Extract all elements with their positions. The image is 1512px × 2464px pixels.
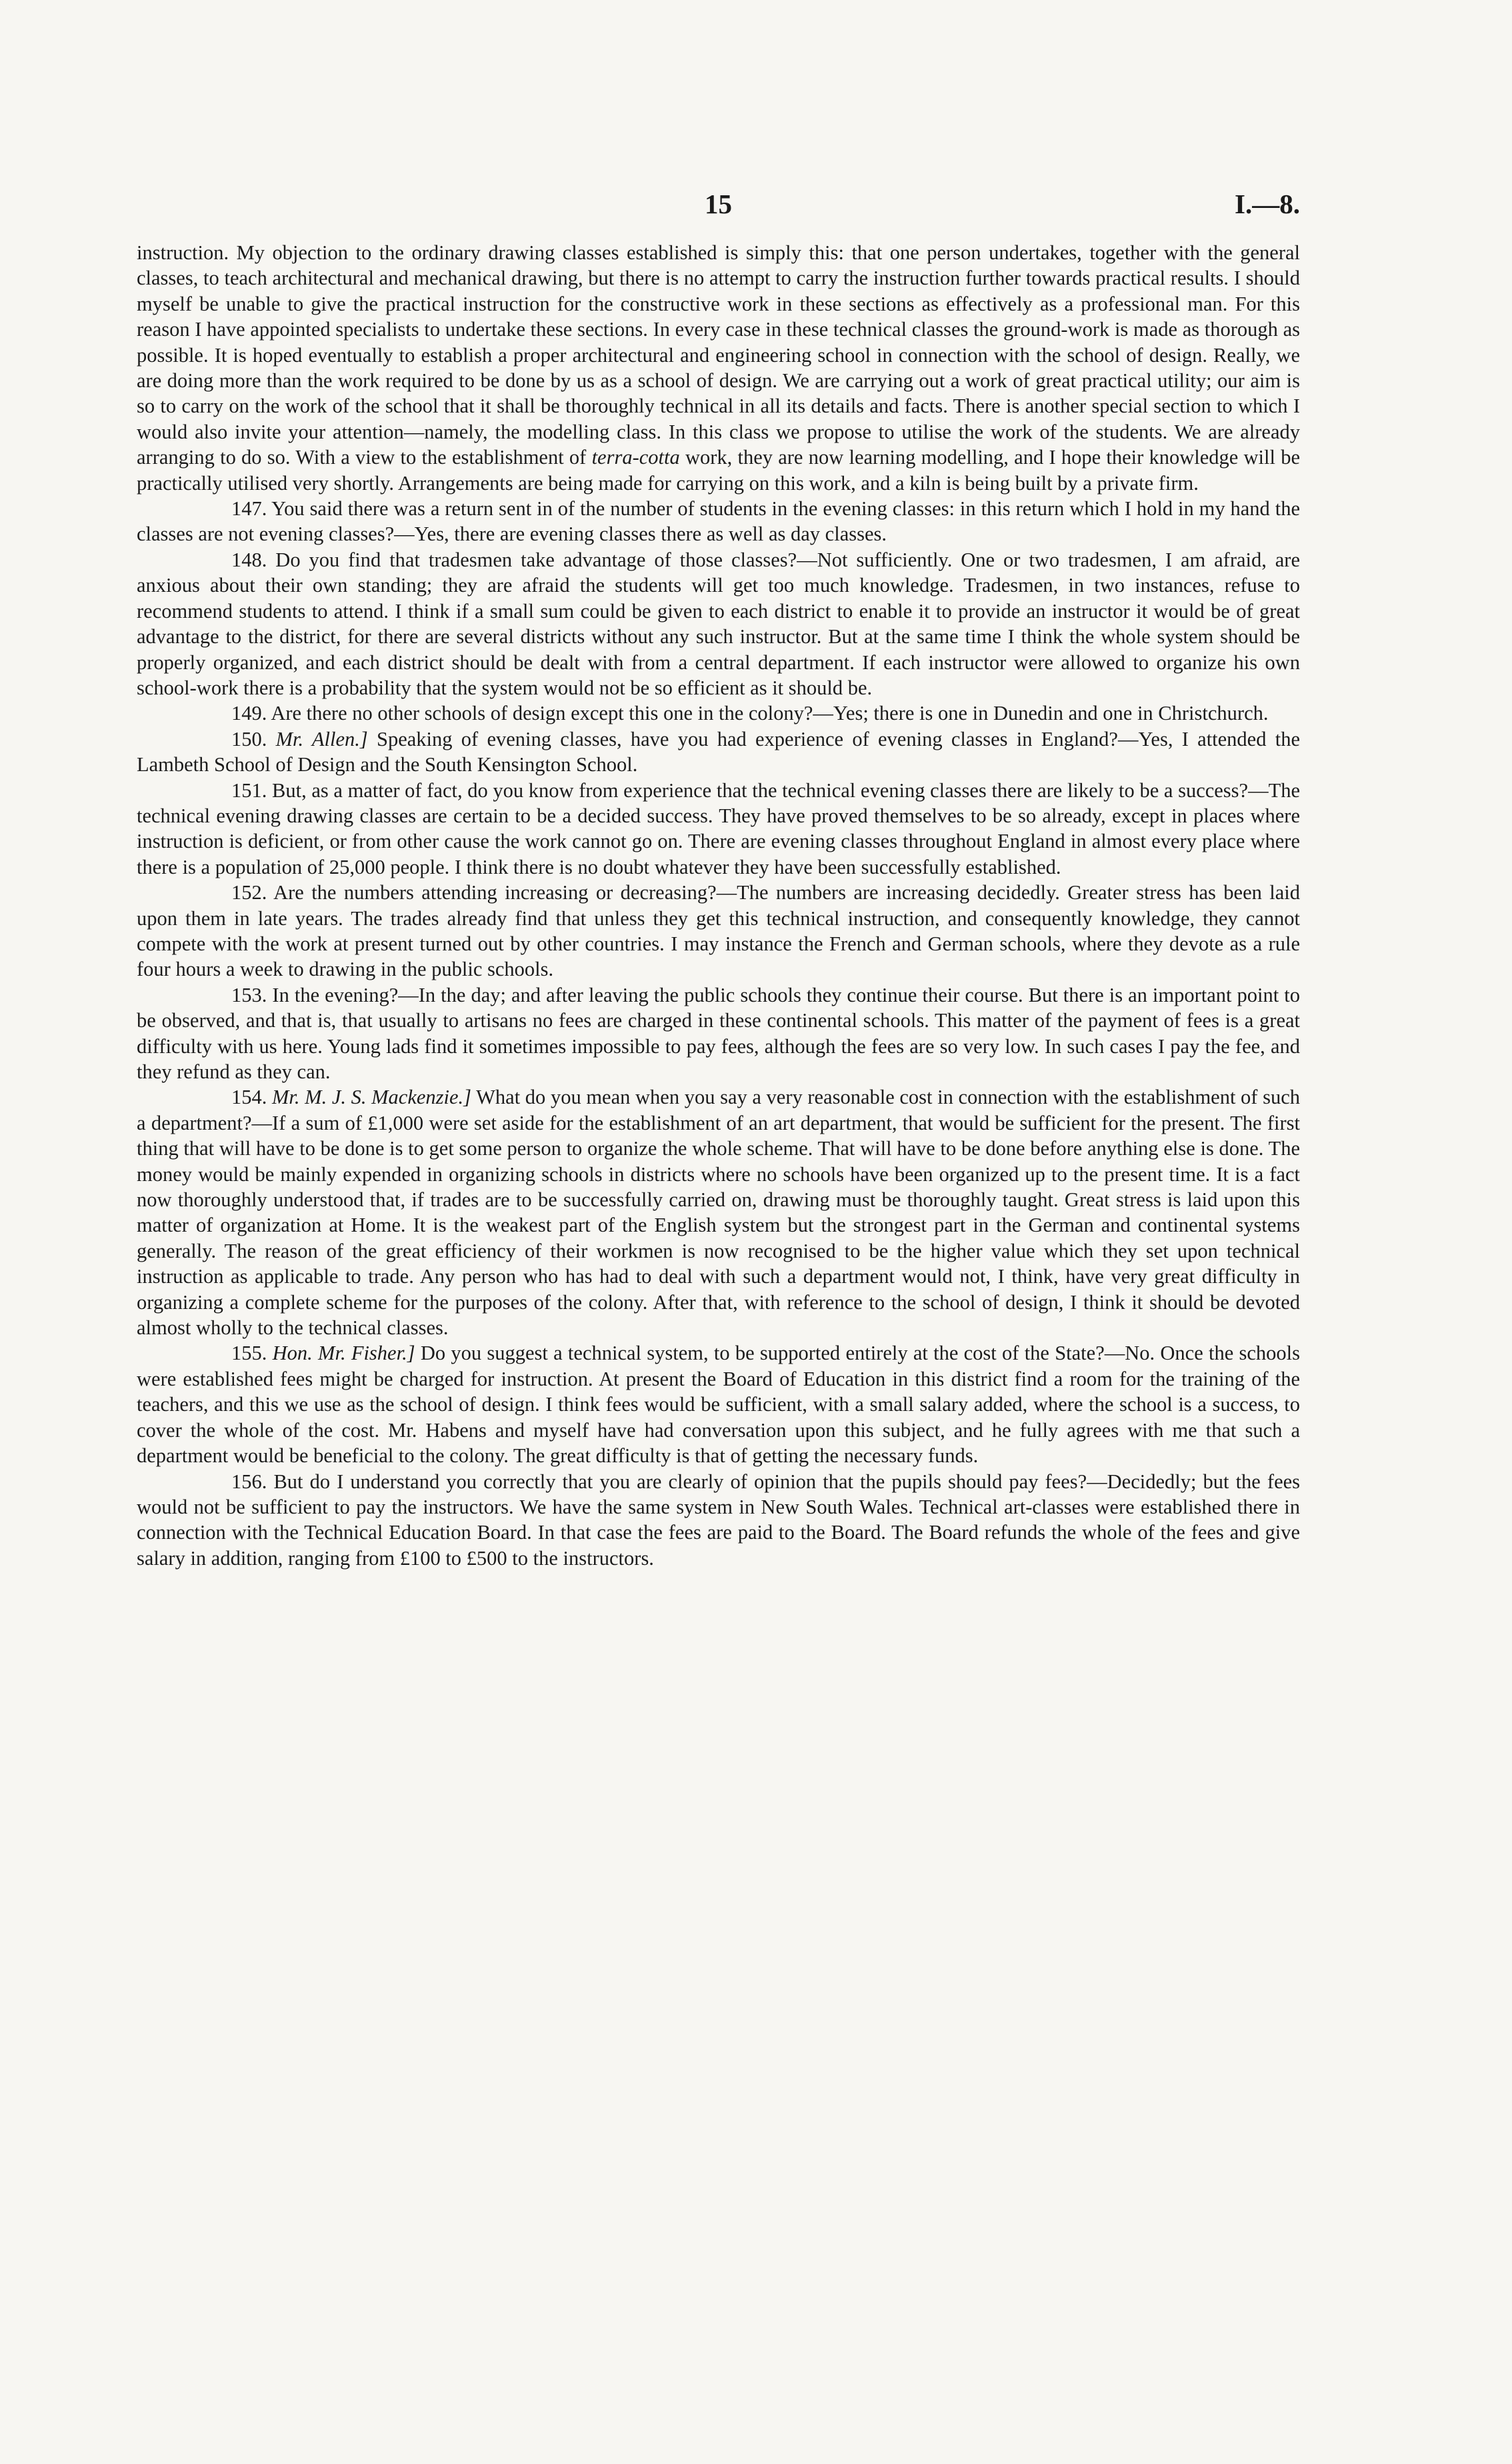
paragraph-continuation: [137, 240, 1300, 496]
speaker-name: Hon. Mr. Fisher.]: [272, 1342, 415, 1365]
paper-reference: I.—8.: [1235, 189, 1300, 219]
question-156: [137, 1469, 1300, 1572]
question-number: 147.: [231, 497, 267, 521]
question-number: 150.: [231, 727, 267, 750]
question-number: 155.: [231, 1342, 267, 1365]
question-text: In the evening?—In the day; and after leaving the public schools they continue their course. But there is an important point to be observed, and that is, that usually to artisans no fees are charged in these continental schools. This matter of the payment of fees is a great difficulty with us here. Young lads find it sometimes impossible to pay fees, although the fees are so very low. In such cases I pay the fee, and they refund as they can.: [137, 983, 1301, 1083]
question-152: [137, 880, 1300, 982]
question-number: 148.: [231, 548, 267, 571]
page-header: [137, 188, 1300, 228]
question-text: But do I understand you correctly that you are clearly of opinion that the pupils should pay fees?—Decidedly; but the fees would not be sufficient to pay the instructors. We have the same system in New South Wales. Technical art-classes were established there in connection with the Technical Education Board. In that case the fees are paid to the Board. The Board refunds the whole of the fees and give salary in addition, ranging from £100 to £500 to the instructors.: [137, 1470, 1301, 1570]
question-number: 151.: [231, 778, 267, 802]
question-150: [137, 726, 1300, 778]
question-text: What do you mean when you say a very reasonable cost in connection with the establishment of such a department?—If a sum of £1,000 were set aside for the establishment of an art department, that would be sufficient for the present. The first thing that will have to be done is to get some person to organize the whole scheme. That will have to be done before anything else is done. The money would be mainly expended in organizing schools in districts where no schools have been organized up to the present time. It is a fact now thoroughly understood that, if trades are to be successfully carried on, drawing must be thoroughly taught. Great stress is laid upon this matter of organization at Home. It is the weakest part of the English system but the strongest part in the German and continental systems generally. The reason of the great efficiency of their workmen is now recognised to be the higher value which they set upon technical instruction as applicable to trade. Any person who has had to deal with such a department would not, I think, have very great difficulty in organizing a complete scheme for the purposes of the colony. After that, with reference to the school of design, I think it should be devoted almost wholly to the technical classes.: [137, 1086, 1301, 1340]
question-number: 152.: [231, 881, 267, 904]
question-149: [137, 700, 1300, 726]
speaker-name: Mr. M. J. S. Mackenzie.]: [272, 1086, 472, 1109]
question-text: Do you suggest a technical system, to be supported entirely at the cost of the State?—No. Once the schools were established fees might be charged for instruction. At present the Board of Education in this district find a room for the training of the teachers, and this we use as the school of design. I think fees would be sufficient, with a small salary added, where the school is a success, to cover the whole of the cost. Mr. Habens and myself have had conversation upon this subject, and he fully agrees with me that such a department would be beneficial to the colony. The great difficulty is that of getting the necessary funds.: [137, 1342, 1301, 1468]
question-number: 153.: [231, 983, 267, 1006]
question-number: 156.: [231, 1470, 267, 1493]
paragraph-text-after: work, they are now learning modelling, and I hope their knowledge will be practically utilised very shortly. Arrangements are being made for carrying on this work, and a kiln is being built by a private firm.: [137, 446, 1301, 495]
evidence-text: [137, 240, 1300, 1571]
question-number: 154.: [231, 1086, 267, 1109]
question-147: [137, 496, 1300, 547]
question-text: Are the numbers attending increasing or decreasing?—The numbers are increasing decidedly. Greater stress has been laid upon them in late years. The trades already find that unless they get this technical instruction, and consequently knowledge, they cannot compete with the work at present turned out by other countries. I may instance the French and German schools, where they devote as a rule four hours a week to drawing in the public schools.: [137, 881, 1300, 981]
question-154: [137, 1084, 1300, 1340]
paragraph-text: instruction. My objection to the ordinary drawing classes established is simply this: that one person undertakes, together with the general classes, to teach architectural and mechanical drawing, but there is no attempt to carry the instruction further towards practical results. I should myself be unable to give the practical instruction for the constructive work in these sections as effectively as a professional man. For this reason I have appointed specialists to undertake these sections. In every case in these technical classes the ground-work is made as thorough as possible. It is hoped eventually to establish a proper architectural and engineering school in connection with the school of design. Really, we are doing more than the work required to be done by us as a school of design. We are carrying out a work of great practical utility; our aim is so to carry on the work of the school that it shall be thoroughly technical in all its details and facts. There is another special section to which I would also invite your attention—namely, the modelling class. In this class we propose to utilise the work of the students. We are already arranging to do so. With a view to the establishment of: [137, 241, 1300, 469]
question-text: You said there was a return sent in of the number of students in the evening classes: in this return which I hold in my hand the classes are not evening classes?—Yes, there are evening classes there as well as day classes.: [137, 497, 1300, 546]
italic-term: terra-cotta: [591, 446, 680, 469]
question-155: [137, 1340, 1300, 1468]
question-number: 149.: [231, 702, 267, 725]
question-153: [137, 982, 1300, 1085]
question-151: [137, 778, 1300, 880]
speaker-name: Mr. Allen.]: [275, 727, 368, 750]
page-number: 15: [705, 189, 732, 219]
question-text: Are there no other schools of design except this one in the colony?—Yes; there is one in Dunedin and one in Christchurch.: [271, 702, 1269, 725]
question-148: [137, 547, 1300, 700]
question-text: Speaking of evening classes, have you had experience of evening classes in England?—Yes, I attended the Lambeth School of Design and the South Kensington School.: [137, 727, 1300, 776]
question-text: Do you find that tradesmen take advantage of those classes?—Not sufficiently. One or two tradesmen, I am afraid, are anxious about their own standing; they are afraid the students will get too much knowledge. Tradesmen, in two instances, refuse to recommend students to attend. I think if a small sum could be given to each district to enable it to provide an instructor it would be of great advantage to the district, for there are several districts without any such instructor. But at the same time I think the whole system should be properly organized, and each district should be dealt with from a central department. If each instructor were allowed to organize his own school-work there is a probability that the system would not be so efficient as it should be.: [137, 548, 1301, 699]
question-text: But, as a matter of fact, do you know from experience that the technical evening classes there are likely to be a success?—The technical evening drawing classes are certain to be a decided success. They have proved themselves to be so already, except in places where instruction is deficient, or from other cause the work cannot go on. There are evening classes throughout England in almost every place where there is a population of 25,000 people. I think there is no doubt whatever they have been successfully established.: [137, 778, 1300, 878]
